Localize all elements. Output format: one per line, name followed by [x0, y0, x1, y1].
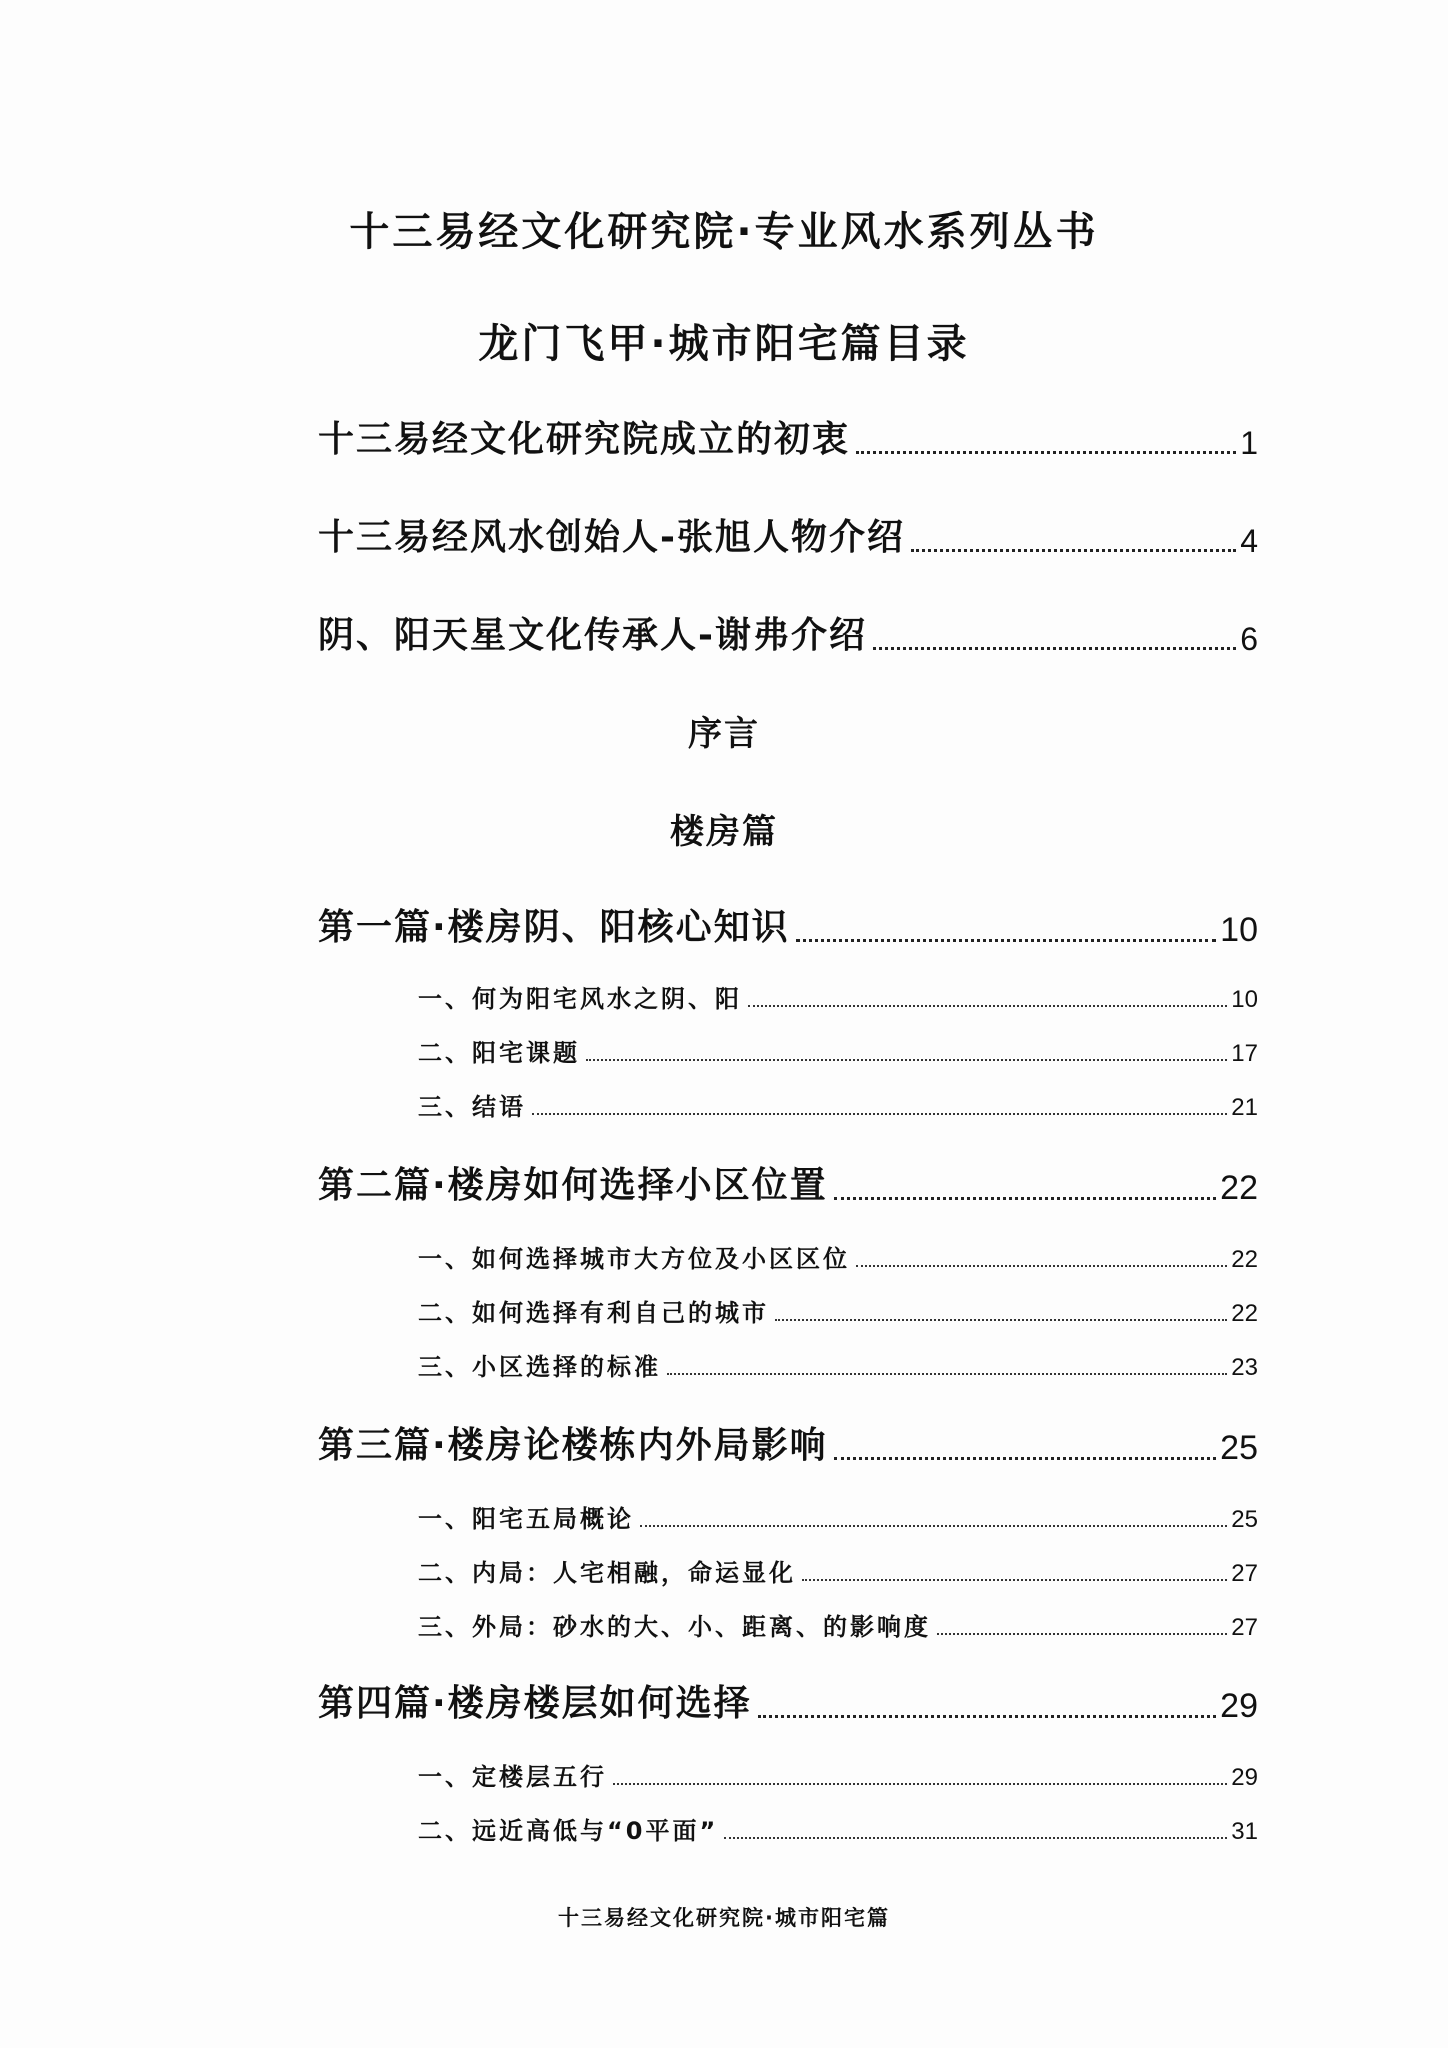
toc-item[interactable]	[418, 1238, 1258, 1274]
toc-page-number: 22	[1231, 1246, 1258, 1273]
toc-item-label: 二、内局：人宅相融，命运显化	[418, 1559, 796, 1587]
toc-item[interactable]	[418, 1346, 1258, 1382]
toc-item[interactable]	[418, 1606, 1258, 1642]
dot-leader	[796, 938, 1216, 942]
book-title: 龙门飞甲·城市阳宅篇目录	[478, 321, 970, 367]
toc-entry-label: 十三易经风水创始人-张旭人物介绍	[318, 517, 905, 558]
toc-chapter-label: 第三篇·楼房论楼栋内外局影响	[318, 1425, 828, 1466]
toc-item-label: 三、结语	[418, 1093, 526, 1121]
toc-item[interactable]	[418, 1498, 1258, 1534]
dot-leader	[911, 548, 1236, 552]
dot-leader	[724, 1836, 1227, 1839]
dot-leader	[834, 1196, 1216, 1200]
toc-item-label: 二、阳宅课题	[418, 1039, 580, 1067]
toc-page-number: 31	[1231, 1818, 1258, 1845]
toc-page-number: 22	[1220, 1169, 1258, 1207]
dot-leader	[640, 1524, 1227, 1527]
toc-item[interactable]	[418, 1086, 1258, 1122]
toc-item[interactable]	[418, 1756, 1258, 1792]
toc-page-number: 29	[1231, 1764, 1258, 1791]
toc-item[interactable]	[418, 1032, 1258, 1068]
toc-item-label: 三、小区选择的标准	[418, 1353, 661, 1381]
toc-entry-label: 阴、阳天星文化传承人-谢弗介绍	[318, 615, 867, 656]
toc-page-number: 25	[1220, 1429, 1258, 1467]
dot-leader	[856, 450, 1236, 454]
toc-item-label: 一、阳宅五局概论	[418, 1505, 634, 1533]
dot-leader	[775, 1318, 1227, 1321]
toc-chapter-label: 第二篇·楼房如何选择小区位置	[318, 1165, 828, 1206]
toc-item[interactable]	[418, 1292, 1258, 1328]
toc-chapter-3[interactable]	[318, 1418, 1258, 1468]
toc-page-number: 25	[1231, 1506, 1258, 1533]
section-heading: 楼房篇	[670, 812, 778, 852]
toc-page-number: 4	[1240, 523, 1258, 559]
toc-page-number: 23	[1231, 1354, 1258, 1381]
toc-page-number: 27	[1231, 1614, 1258, 1641]
toc-chapter-2[interactable]	[318, 1158, 1258, 1208]
dot-leader	[802, 1578, 1227, 1581]
toc-chapter-1[interactable]	[318, 900, 1258, 950]
toc-item[interactable]	[418, 1810, 1258, 1846]
toc-item-label: 一、何为阳宅风水之阴、阳	[418, 985, 742, 1013]
toc-item-label: 一、定楼层五行	[418, 1763, 607, 1791]
toc-entry-intro-2[interactable]	[318, 510, 1258, 560]
dot-leader	[613, 1782, 1227, 1785]
toc-page-number: 1	[1240, 425, 1258, 461]
toc-page-number: 22	[1231, 1300, 1258, 1327]
toc-item[interactable]	[418, 978, 1258, 1014]
toc-entry-intro-1[interactable]	[318, 412, 1258, 462]
toc-item-label: 二、远近高低与“0平面”	[418, 1817, 719, 1845]
dot-leader	[748, 1004, 1227, 1007]
dot-leader	[834, 1456, 1216, 1460]
toc-chapter-label: 第四篇·楼房楼层如何选择	[318, 1683, 752, 1724]
toc-page-number: 17	[1231, 1040, 1258, 1067]
toc-page-number: 29	[1220, 1687, 1258, 1725]
toc-chapter-label: 第一篇·楼房阴、阳核心知识	[318, 907, 790, 948]
toc-page-number: 27	[1231, 1560, 1258, 1587]
toc-page-number: 6	[1240, 621, 1258, 657]
page-footer: 十三易经文化研究院·城市阳宅篇	[558, 1906, 890, 1930]
toc-page-number: 21	[1231, 1094, 1258, 1121]
dot-leader	[873, 646, 1236, 650]
toc-page-number: 10	[1220, 911, 1258, 949]
toc-item-label: 三、外局：砂水的大、小、距离、的影响度	[418, 1613, 931, 1641]
dot-leader	[532, 1112, 1227, 1115]
toc-page-number: 10	[1231, 986, 1258, 1013]
dot-leader	[667, 1372, 1227, 1375]
toc-item[interactable]	[418, 1552, 1258, 1588]
toc-entry-intro-3[interactable]	[318, 608, 1258, 658]
preface-heading: 序言	[688, 714, 760, 754]
dot-leader	[937, 1632, 1227, 1635]
toc-entry-label: 十三易经文化研究院成立的初衷	[318, 419, 851, 460]
toc-chapter-4[interactable]	[318, 1676, 1258, 1726]
toc-item-label: 二、如何选择有利自己的城市	[418, 1299, 769, 1327]
dot-leader	[758, 1714, 1216, 1718]
dot-leader	[856, 1264, 1227, 1267]
dot-leader	[586, 1058, 1227, 1061]
toc-item-label: 一、如何选择城市大方位及小区区位	[418, 1245, 850, 1273]
series-title: 十三易经文化研究院·专业风水系列丛书	[349, 209, 1099, 255]
